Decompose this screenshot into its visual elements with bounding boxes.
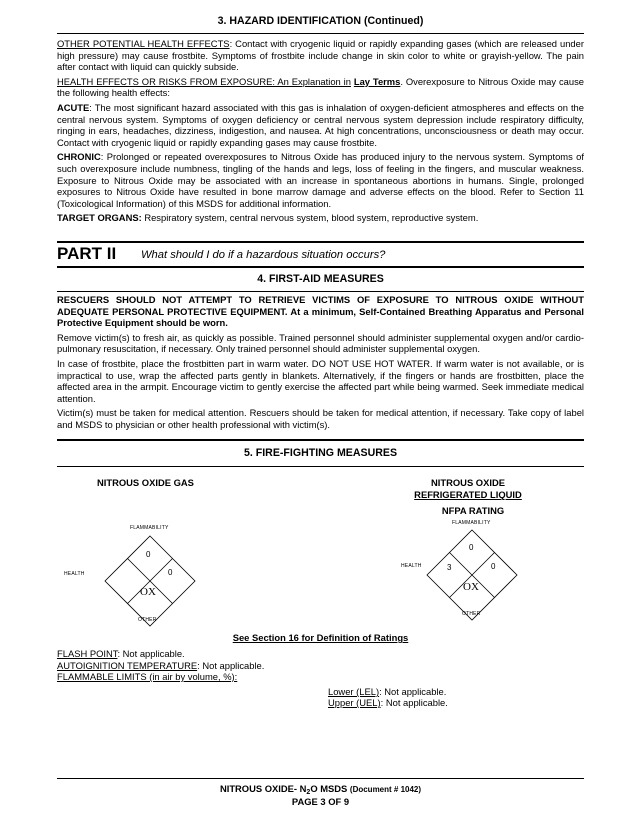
target-organs (57, 212, 584, 224)
gas-health-label: HEALTH (64, 571, 85, 577)
footer-title-a: NITROUS OXIDE- N (219, 783, 307, 794)
risks-lay-terms: Lay Terms (353, 75, 401, 87)
risks-text: . Overexposure to Nitrous Oxide may cause the following health effects: (57, 75, 584, 99)
gas-reactivity-value: 0 (168, 568, 173, 577)
other-health-effects (57, 38, 584, 73)
chronic-label: CHRONIC (57, 151, 101, 163)
nfpa-rating-label: NFPA RATING (441, 505, 505, 516)
liquid-health-label: HEALTH (401, 563, 422, 569)
liquid-nfpa-diamond (400, 518, 550, 628)
lower-value: : Not applicable. (379, 686, 447, 697)
footer-title-sub: 2 (306, 789, 311, 796)
section3-title: 3. HAZARD IDENTIFICATION (Continued) (217, 15, 424, 27)
part2-bottom-rule (57, 266, 584, 268)
part2-label: PART II (57, 244, 117, 263)
upper-value: : Not applicable. (380, 697, 448, 708)
see-section-16: See Section 16 for Definition of Ratings (232, 632, 409, 643)
lower-label: Lower (LEL) (328, 686, 380, 697)
gas-special-value: OX (140, 586, 156, 598)
gas-flammability-value: 0 (146, 550, 151, 559)
gas-flammability-label: FLAMMABILITY (130, 525, 169, 531)
other-effects-label: OTHER POTENTIAL HEALTH EFFECTS (57, 38, 230, 49)
section3-body (57, 38, 584, 227)
liquid-other-label: OTHER (462, 611, 481, 617)
acute-text: : The most significant hazard associated with this gas is inhalation of oxygen-deficient atmospheres and effects on the central nervous system. Symptoms of oxygen deficiency or central nervous system depression include respiratory difficulty, ringing in ears, headaches, dizziness, indigestion, and nausea. At high concentrations, unconsciousness or death may occur. Contact with cryogenic liquid or rapidly expanding gases may cause frostbite. (57, 101, 584, 148)
section4-divider (57, 291, 584, 292)
liquid-special-value: OX (463, 581, 479, 593)
chronic-effects (57, 151, 584, 209)
risks-label: HEALTH EFFECTS OR RISKS FROM EXPOSURE: An Explanation in (57, 75, 351, 87)
liquid-label-2: REFRIGERATED LIQUID (414, 489, 522, 500)
acute-effects (57, 102, 584, 148)
acute-label: ACUTE (57, 101, 90, 113)
target-text: Respiratory system, central nervous system, blood system, reproductive system. (141, 212, 479, 224)
section5-title: 5. FIRE-FIGHTING MEASURES (243, 447, 398, 459)
other-effects-text: : Contact with cryogenic liquid or rapidly expanding gases (which are released under high pressure) may cause frostbite. Symptoms of frostbite include change in skin color to white or grayish-yellow. The pain after contact with liquid can quickly subside. (57, 38, 584, 73)
first-aid-p2: In case of frostbite, place the frostbitten part in warm water. DO NOT USE HOT WATER. If warm water is not available, or is impractical to use, wrap the affected parts gently in blankets. Alternatively, if the fingers or hands are frostbitten, place the affected area in the armpit. Encourage victim to gently exercise the affected part while being warmed. Seek immediate medical attention. (57, 357, 584, 404)
chronic-text: : Prolonged or repeated overexposures to Nitrous Oxide has produced injury to the nervous system. Symptoms of such overexposure include numbness, tingling of the hands and legs, loss of feeling in the fingers, and muscular weakness. Exposure to Nitrous Oxide may be associated with an increase in spontaneous abortions in humans. Single, prolonged exposures to Nitrous Oxide have resulted in bone marrow damage and adverse effects on the blood. Refer to Section 11 (Toxicological Information) of this MSDS for additional information. (57, 151, 584, 209)
autoignition (57, 660, 264, 672)
section5-divider (57, 466, 584, 467)
footer-doc: (Document # 1042) (349, 785, 422, 794)
section3-divider (57, 33, 584, 34)
first-aid-p3: Victim(s) must be taken for medical attention. Rescuers should be taken for medical attention, if necessary. Take copy of label and MSDS to physician or other health professional with victim(s). (57, 407, 584, 430)
upper-limit (328, 697, 448, 709)
health-risks (57, 76, 584, 99)
autoign-label: AUTOIGNITION TEMPERATURE (57, 660, 198, 671)
flash-value: : Not applicable. (117, 648, 185, 659)
liquid-health-value: 3 (447, 563, 452, 572)
first-aid-p1: Remove victim(s) to fresh air, as quickly as possible. Trained personnel should administer supplemental oxygen and/or cardio-pulmonary resuscitation, if necessary. Only trained personnel should administer supplemental oxygen. (57, 331, 584, 355)
section4-body (57, 294, 584, 434)
flash-label: FLASH POINT (57, 648, 118, 659)
target-label: TARGET ORGANS: (57, 212, 142, 224)
liquid-label-1: NITROUS OXIDE (431, 477, 505, 488)
liquid-reactivity-value: 0 (491, 562, 496, 571)
part2-question: What should I do if a hazardous situation occurs? (141, 249, 386, 261)
footer-title-b: O MSDS (310, 783, 350, 794)
gas-diamond-graphic (60, 520, 230, 630)
lower-limit (328, 686, 446, 698)
section4-title: 4. FIRST-AID MEASURES (257, 273, 384, 285)
rescuer-warning: RESCUERS SHOULD NOT ATTEMPT TO RETRIEVE VICTIMS OF EXPOSURE TO NITROUS OXIDE WITHOUT ADEQUATE PERSONAL PROTECTIVE EQUIPMENT. At a minimum, Self-Contained Breathing Apparatus and Personal Protective Equipment should be worn. (57, 294, 584, 329)
part2-top-rule (57, 241, 584, 243)
section4-bottom-rule (57, 439, 584, 441)
flash-point (57, 648, 185, 660)
gas-other-label: OTHER (138, 617, 157, 623)
upper-label: Upper (UEL) (328, 697, 381, 708)
liquid-flammability-value: 0 (469, 543, 474, 552)
footer-page: PAGE 3 OF 9 (291, 796, 350, 807)
flammable-limits: FLAMMABLE LIMITS (in air by volume, %): (57, 671, 238, 682)
gas-nfpa-diamond (60, 520, 230, 630)
liquid-flammability-label: FLAMMABILITY (452, 520, 491, 526)
gas-label: NITROUS OXIDE GAS (97, 477, 194, 488)
footer-rule (57, 778, 584, 779)
autoign-value: : Not applicable. (197, 660, 265, 671)
